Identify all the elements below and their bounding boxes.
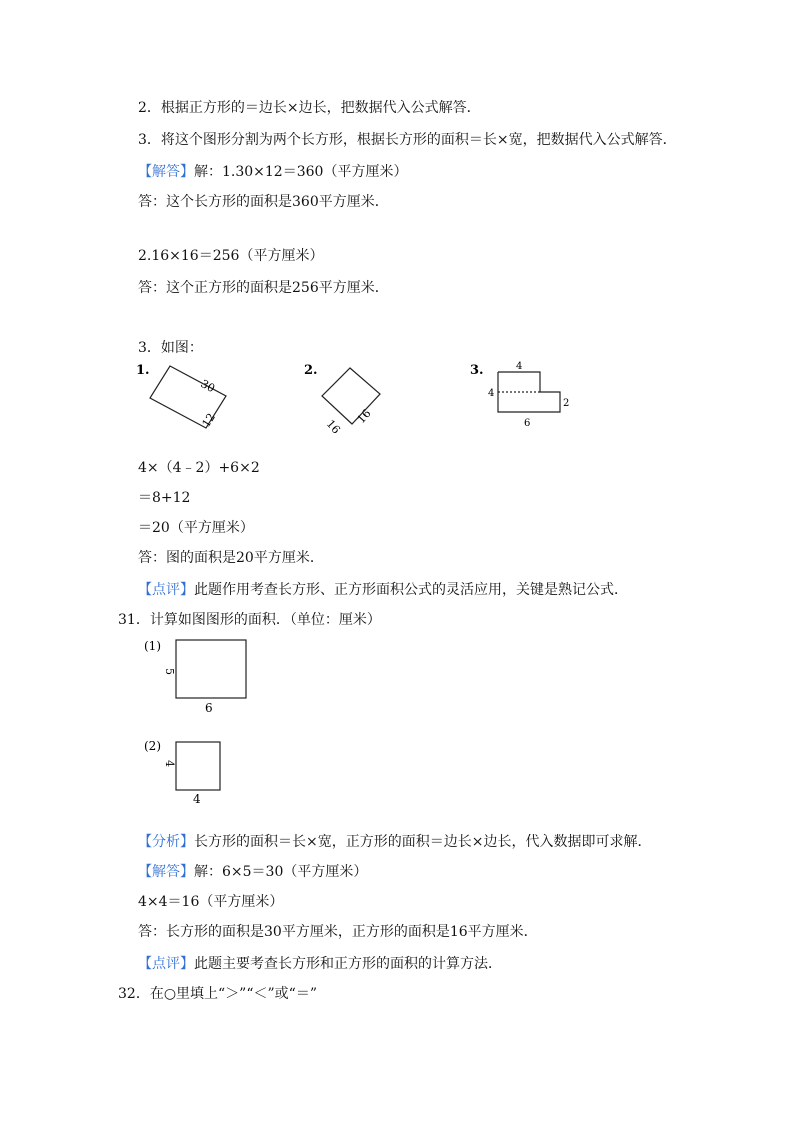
question-31: 31．计算如图图形的面积．（单位：厘米） xyxy=(118,612,381,628)
rect-1-bottom: 6 xyxy=(205,701,213,714)
text-line: 4×（4﹣2）+6×2 xyxy=(138,460,260,476)
figure-3-label: 3. xyxy=(470,363,484,378)
text-line: 2.16×16＝256（平方厘米） xyxy=(138,248,324,264)
figure-1 xyxy=(136,363,226,430)
figure-3-left: 4 xyxy=(488,388,495,399)
comment-text: 此题作用考查长方形、正方形面积公式的灵活应用，关键是熟记公式． xyxy=(194,582,628,598)
text-line xyxy=(138,580,628,600)
text-line xyxy=(138,832,651,852)
rect-2-label: (2) xyxy=(144,739,161,753)
figure-2 xyxy=(304,363,380,436)
rectangle-figure-1 xyxy=(140,632,260,714)
rect-2-side: 4 xyxy=(163,760,176,767)
comment-text: 此题主要考查长方形和正方形的面积的计算方法． xyxy=(194,956,502,972)
figure-3-top: 4 xyxy=(516,361,523,372)
text-line xyxy=(138,954,502,974)
answer-tag: 【解答】 xyxy=(138,864,194,880)
rect-1-side: 5 xyxy=(163,668,176,675)
question-32: 32．在○里填上“＞”“＜”或“＝” xyxy=(118,986,317,1002)
figure-1-label: 1. xyxy=(136,363,150,378)
figure-3-right: 2 xyxy=(563,398,570,409)
rectangle-figure-2 xyxy=(140,734,250,806)
text-line: 答：这个正方形的面积是256平方厘米． xyxy=(138,280,389,296)
text-line: 答：长方形的面积是30平方厘米，正方形的面积是16平方厘米． xyxy=(138,924,538,940)
text-line: 答：图的面积是20平方厘米． xyxy=(138,550,324,566)
text-line: 3．将这个图形分割为两个长方形，根据长方形的面积＝长×宽，把数据代入公式解答． xyxy=(138,132,677,148)
answer-tag: 【解答】 xyxy=(138,164,194,180)
text-line: 3．如图： xyxy=(138,340,203,356)
analysis-tag: 【分析】 xyxy=(138,834,194,850)
analysis-text: 长方形的面积＝长×宽，正方形的面积＝边长×边长，代入数据即可求解． xyxy=(194,834,652,850)
figure-2-label: 2. xyxy=(304,363,318,378)
text-line: ＝20（平方厘米） xyxy=(138,520,254,536)
figure-3-bottom: 6 xyxy=(524,418,531,429)
figures-row xyxy=(130,358,610,438)
answer-text: 解：1.30×12＝360（平方厘米） xyxy=(194,164,408,180)
answer-text: 解：6×5＝30（平方厘米） xyxy=(194,864,368,880)
text-line xyxy=(138,162,407,182)
figure-2-side-b: 16 xyxy=(354,406,374,427)
comment-tag: 【点评】 xyxy=(138,582,194,598)
text-line: 4×4＝16（平方厘米） xyxy=(138,894,284,910)
text-line xyxy=(138,862,367,882)
figure-2-side-a: 16 xyxy=(323,417,343,437)
text-line: ＝8+12 xyxy=(138,490,191,506)
comment-tag: 【点评】 xyxy=(138,956,194,972)
figure-1-length: 30 xyxy=(198,377,218,396)
figure-1-width: 12 xyxy=(199,410,218,430)
rect-1-label: (1) xyxy=(144,639,161,653)
rect-2-bottom: 4 xyxy=(193,792,201,806)
text-line: 2．根据正方形的＝边长×边长，把数据代入公式解答． xyxy=(138,100,481,116)
figure-3 xyxy=(470,361,569,429)
text-line: 答：这个长方形的面积是360平方厘米． xyxy=(138,194,389,210)
